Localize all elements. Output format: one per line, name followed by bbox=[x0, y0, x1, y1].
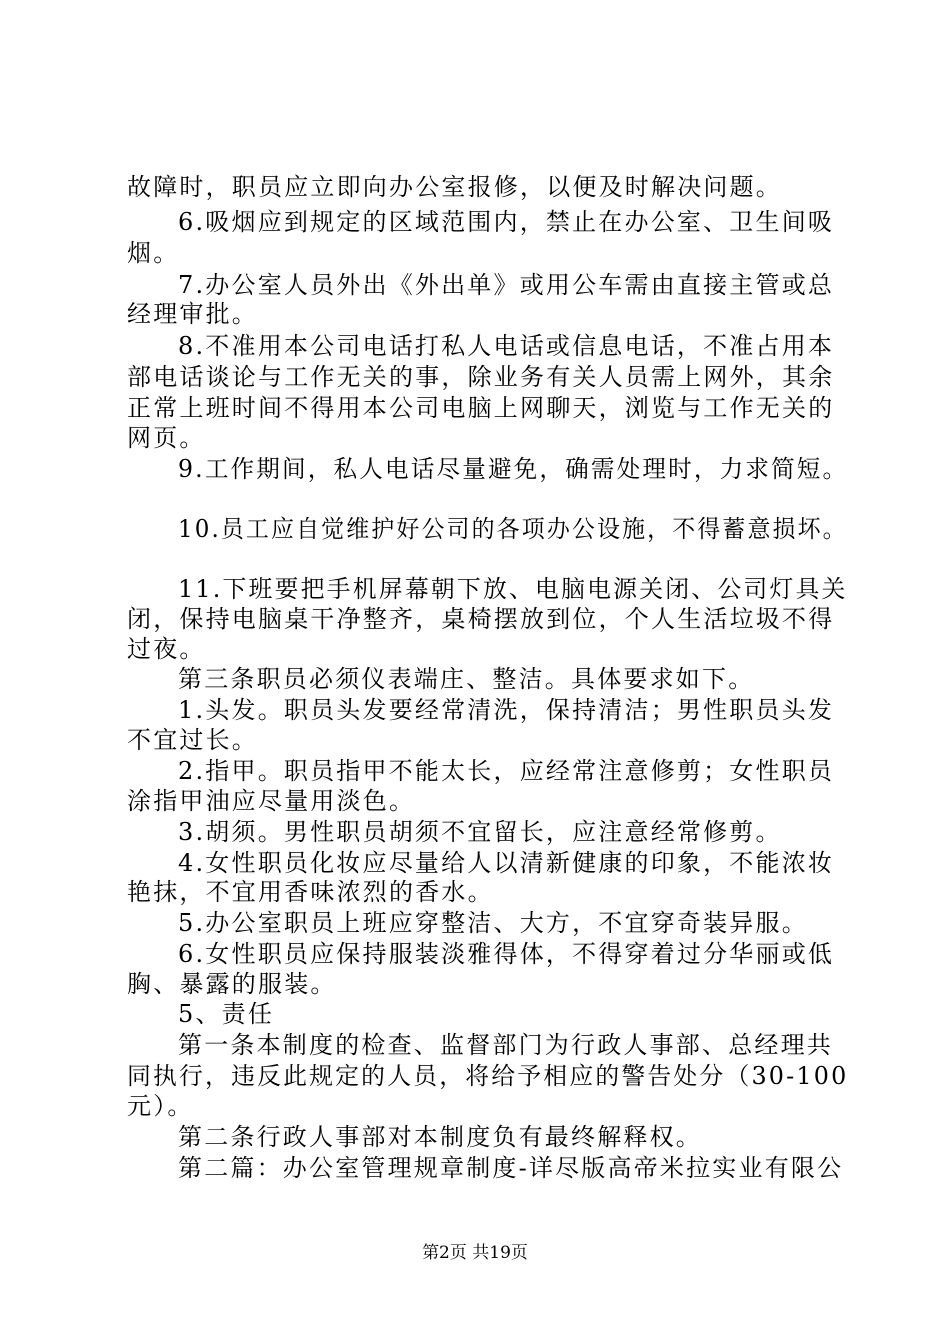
text-line: 故障时，职员应立即向办公室报修，以便及时解决问题。 bbox=[127, 173, 782, 201]
text-line: 正常上班时间不得用本公司电脑上网聊天，浏览与工作无关的 bbox=[127, 394, 835, 422]
text-line: 元）。 bbox=[127, 1092, 194, 1120]
section-heading: 5、责任 bbox=[178, 1000, 275, 1028]
text-line: 闭，保持电脑桌干净整齐，桌椅摆放到位，个人生活垃圾不得 bbox=[127, 605, 835, 633]
text-line: 3.胡须。男性职员胡须不宜留长，应注意经常修剪。 bbox=[178, 818, 782, 846]
text-line: 5.办公室职员上班应穿整洁、大方，不宜穿奇装异服。 bbox=[178, 909, 808, 937]
text-line: 7.办公室人员外出《外出单》或用公车需由直接主管或总 bbox=[178, 271, 835, 299]
page-number: 第2页 共19页 bbox=[422, 1243, 528, 1263]
text-line: 11.下班要把手机屏幕朝下放、电脑电源关闭、公司灯具关 bbox=[178, 575, 848, 603]
text-line: 艳抹，不宜用香味浓烈的香水。 bbox=[127, 878, 494, 906]
text-line: 涂指甲油应尽量用淡色。 bbox=[127, 787, 416, 815]
text-line: 网页。 bbox=[127, 424, 206, 452]
text-line: 第三条职员必须仪表端庄、整洁。具体要求如下。 bbox=[178, 665, 755, 693]
text-line: 过夜。 bbox=[127, 635, 206, 663]
text-line: 第二条行政人事部对本制度负有最终解释权。 bbox=[178, 1123, 702, 1151]
text-line: 经理审批。 bbox=[127, 300, 258, 328]
text-line: 烟。 bbox=[127, 239, 180, 267]
text-line: 1.头发。职员头发要经常清洗，保持清洁；男性职员头发 bbox=[178, 696, 835, 724]
text-line: 10.员工应自觉维护好公司的各项办公设施，不得蓄意损坏。 bbox=[178, 515, 848, 543]
text-line: 胸、暴露的服装。 bbox=[127, 970, 337, 998]
text-line: 同执行，违反此规定的人员，将给予相应的警告处分（30-100 bbox=[127, 1062, 849, 1090]
text-line: 8.不准用本公司电话打私人电话或信息电话，不准占用本 bbox=[178, 332, 835, 360]
text-line: 第二篇：办公室管理规章制度-详尽版高帝米拉实业有限公 bbox=[178, 1154, 844, 1182]
text-line: 第一条本制度的检查、监督部门为行政人事部、总经理共 bbox=[178, 1031, 833, 1059]
text-line: 4.女性职员化妆应尽量给人以清新健康的印象，不能浓妆 bbox=[178, 849, 835, 877]
text-line: 6.吸烟应到规定的区域范围内，禁止在办公室、卫生间吸 bbox=[178, 208, 835, 236]
text-line: 部电话谈论与工作无关的事，除业务有关人员需上网外，其余 bbox=[127, 363, 835, 391]
text-line: 不宜过长。 bbox=[127, 726, 258, 754]
text-line: 6.女性职员应保持服装淡雅得体，不得穿着过分华丽或低 bbox=[178, 940, 835, 968]
text-line: 9.工作期间，私人电话尽量避免，确需处理时，力求简短。 bbox=[178, 455, 849, 483]
text-line: 2.指甲。职员指甲不能太长，应经常注意修剪；女性职员 bbox=[178, 757, 835, 785]
